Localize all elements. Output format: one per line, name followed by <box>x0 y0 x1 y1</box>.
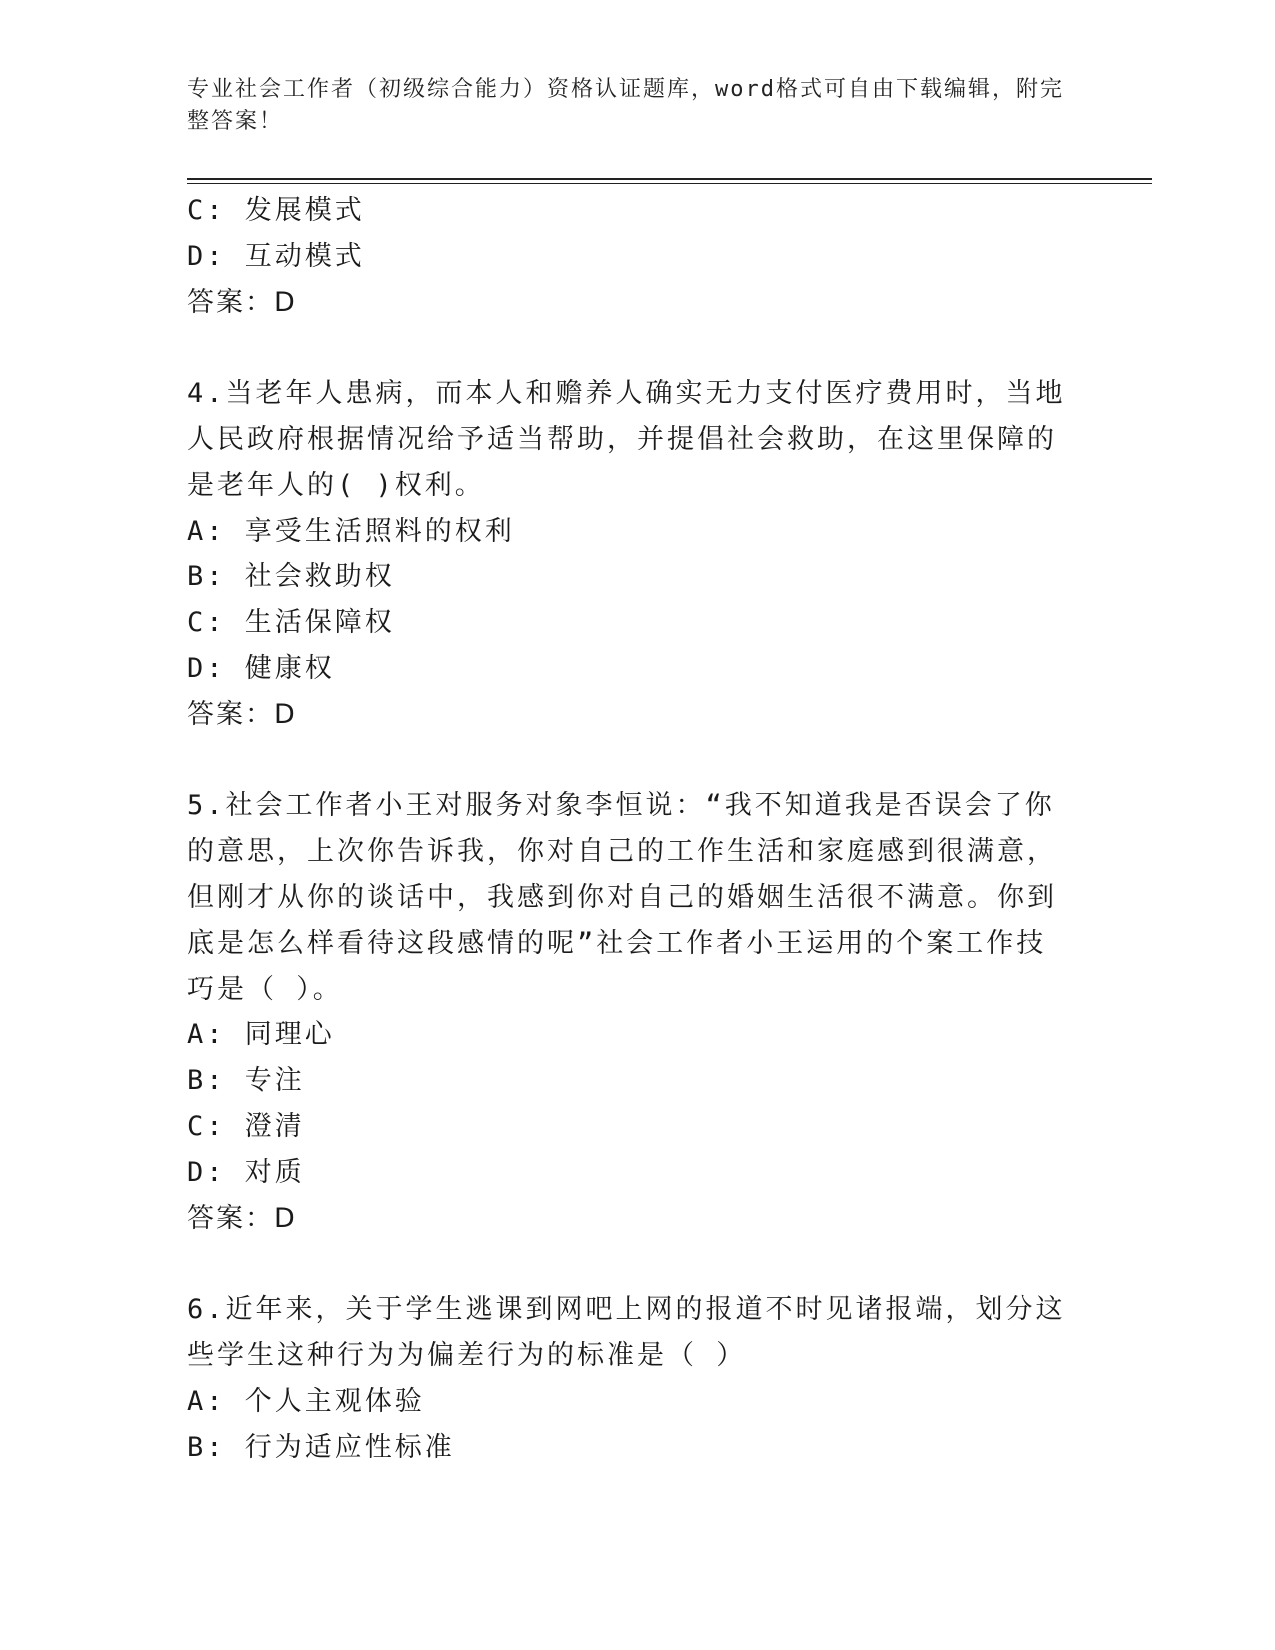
document-body <box>187 188 1067 1470</box>
option-c: C: 发展模式 <box>187 195 365 226</box>
question-3-tail <box>187 188 1067 325</box>
answer-line: 答案：D <box>187 1202 297 1234</box>
question-6 <box>187 1287 1067 1470</box>
document-header: 专业社会工作者（初级综合能力）资格认证题库，word格式可自由下载编辑，附完整答案！ <box>187 77 1064 134</box>
question-4 <box>187 371 1067 737</box>
answer-line: 答案：D <box>187 698 297 730</box>
option-c: C: 澄清 <box>187 1110 305 1142</box>
question-stem: 4.当老年人患病，而本人和赡养人确实无力支付医疗费用时，当地人民政府根据情况给予适当帮助，并提倡社会救助，在这里保障的是老年人的( )权利。 <box>187 378 1066 501</box>
option-c: C: 生活保障权 <box>187 607 395 639</box>
question-stem: 6.近年来，关于学生逃课到网吧上网的报道不时见诸报端，划分这些学生这种行为为偏差行为的标准是（ ） <box>187 1294 1066 1371</box>
option-b: B: 专注 <box>187 1065 305 1097</box>
header-rule-thin <box>187 183 1152 184</box>
option-a: A: 同理心 <box>187 1019 335 1051</box>
option-d: D: 健康权 <box>187 652 335 684</box>
question-5 <box>187 783 1067 1241</box>
option-d: D: 对质 <box>187 1156 305 1188</box>
option-d: D: 互动模式 <box>187 240 365 272</box>
option-b: B: 社会救助权 <box>187 561 395 593</box>
header-rule-thick <box>187 178 1152 180</box>
option-b: B: 行为适应性标准 <box>187 1431 455 1463</box>
option-a: A: 个人主观体验 <box>187 1385 425 1417</box>
answer-line: 答案：D <box>187 286 297 318</box>
option-a: A: 享受生活照料的权利 <box>187 515 515 547</box>
question-stem: 5.社会工作者小王对服务对象李恒说：“我不知道我是否误会了你的意思，上次你告诉我，你对自己的工作生活和家庭感到很满意，但刚才从你的谈话中，我感到你对自己的婚姻生活很不满意。你到底是怎么样看待这段感情的呢”社会工作者小王运用的个案工作技巧是（ ）。 <box>187 790 1057 1005</box>
